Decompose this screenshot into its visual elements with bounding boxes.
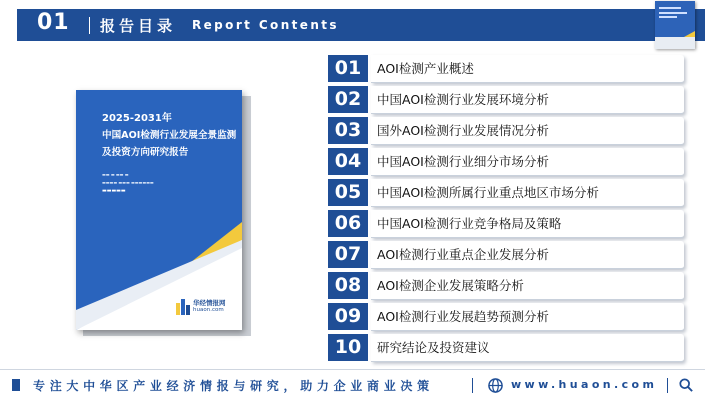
toc-item[interactable] [328,117,684,144]
cover-small-text: ▬▬▬▬ ▬▬▬ ▬▬▬▬▬▬ [102,180,154,185]
toc-label: 中国AOI检测行业细分市场分析 [377,154,549,169]
toc-number: 05 [328,179,368,206]
toc-label: AOI检测行业重点企业发展分析 [377,247,549,262]
footer-divider [472,378,473,393]
toc-label: 研究结论及投资建议 [377,340,490,355]
toc-label: 中国AOI检测行业发展环境分析 [377,92,549,107]
publisher-url: huaon.com [193,307,224,313]
toc-label: 国外AOI检测行业发展情况分析 [377,123,549,138]
section-title-en: Report Contents [192,18,339,32]
toc-number: 02 [328,86,368,113]
publisher-logo [176,298,236,318]
report-thumbnail [655,1,695,49]
section-number: 01 [37,10,70,35]
toc-label: 中国AOI检测所属行业重点地区市场分析 [377,185,599,200]
toc-label: AOI检测企业发展策略分析 [377,278,524,293]
toc-label: AOI检测行业发展趋势预测分析 [377,309,549,324]
header-divider [89,17,90,34]
toc-item[interactable] [328,272,684,299]
globe-icon [488,378,503,393]
toc-number: 09 [328,303,368,330]
cover-small-text: ▬▬▬▬▬ [102,188,126,194]
toc-number: 10 [328,334,368,361]
section-header [17,9,705,41]
publisher-name: 华经情报网 [193,299,226,307]
footer-divider [667,378,668,393]
footer-slogan: 专注大中华区产业经济情报与研究，助力企业商业决策 [33,379,434,393]
footer-url[interactable]: www.huaon.com [511,378,658,391]
toc-label: AOI检测产业概述 [377,61,474,76]
cover-shapes [76,90,242,330]
toc-number: 04 [328,148,368,175]
toc-item[interactable] [328,334,684,361]
report-cover [76,90,242,330]
footer [0,369,705,401]
toc-item[interactable] [328,179,684,206]
toc-item[interactable] [328,241,684,268]
toc-item[interactable] [328,55,684,82]
toc-item[interactable] [328,86,684,113]
toc-item[interactable] [328,210,684,237]
cover-small-text: ▬▬ ▬ ▬▬ ▬ [102,172,129,177]
section-title-cn: 报告目录 [100,17,177,35]
toc-number: 06 [328,210,368,237]
toc-label: 中国AOI检测行业竞争格局及策略 [377,216,562,231]
huaon-logo-icon [176,299,190,315]
toc-item[interactable] [328,148,684,175]
toc-number: 03 [328,117,368,144]
toc-item[interactable] [328,303,684,330]
toc-number: 08 [328,272,368,299]
cover-title: 中国AOI检测行业发展全景监测及投资方向研究报告 [102,130,237,158]
cover-title-year: 2025-2031年 [102,113,172,124]
flag-icon [12,379,20,391]
toc-number: 01 [328,55,368,82]
toc-number: 07 [328,241,368,268]
search-icon[interactable] [679,378,693,392]
